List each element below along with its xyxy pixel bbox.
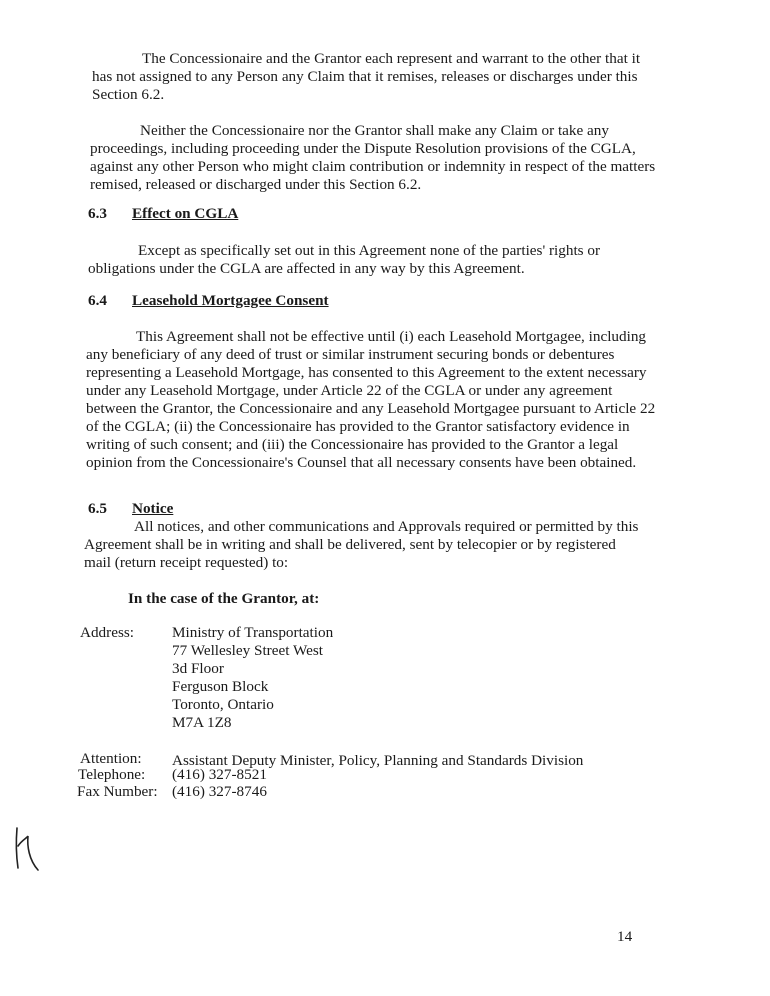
telephone-label: Telephone:: [78, 766, 146, 783]
section-heading-6-3: [88, 205, 238, 223]
section-number: 6.4: [88, 292, 107, 309]
handwritten-initials: [12, 826, 42, 872]
address-line: 3d Floor: [172, 660, 224, 677]
grantor-heading: In the case of the Grantor, at:: [128, 590, 320, 607]
address-line: 77 Wellesley Street West: [172, 642, 323, 659]
fax-value: (416) 327-8746: [172, 783, 267, 800]
telephone-value: (416) 327-8521: [172, 766, 267, 783]
address-line: Ferguson Block: [172, 678, 269, 695]
attention-label: Attention:: [80, 750, 142, 767]
section-title: Leasehold Mortgagee Consent: [132, 292, 329, 309]
paragraph-representation: The Concessionaire and the Grantor each represent and warrant to the other that it has not assigned to any Person any Claim that it remises, releases or discharges under this Section 6.2.: [92, 50, 641, 103]
section-heading-6-5: [88, 500, 173, 518]
attention-value: Assistant Deputy Minister, Policy, Planning and Standards Division: [172, 752, 584, 769]
section-title: Notice: [132, 500, 174, 517]
section-heading-6-4: [88, 292, 329, 310]
page-number: 14: [617, 928, 633, 945]
address-label: Address:: [80, 624, 134, 641]
address-block: [172, 624, 333, 732]
section-number: 6.3: [88, 205, 107, 222]
paragraph-effect-on-cgla: Except as specifically set out in this Agreement none of the parties' rights or obligations under the CGLA are affected in any way by this Agreement.: [88, 242, 601, 277]
section-title: Effect on CGLA: [132, 205, 239, 222]
section-number: 6.5: [88, 500, 107, 517]
fax-label: Fax Number:: [77, 783, 158, 800]
address-line: Toronto, Ontario: [172, 696, 274, 713]
paragraph-notice: All notices, and other communications and Approvals required or permitted by this Agreement shall be in writing and shall be delivered, sent by telecopier or by registered mail (return receipt requested) to:: [84, 518, 639, 571]
paragraph-mortgagee-consent: This Agreement shall not be effective until (i) each Leasehold Mortgagee, including any beneficiary of any deed of trust or similar instrument securing bonds or debentures representing a Leasehold Mortgage, has consented to this Agreement to the extent necessary under any Leasehold Mortgage, under Article 22 of the CGLA or under any agreement between the Grantor, the Concessionaire and any Leasehold Mortgagee pursuant to Article 22 of the CGLA; (ii) the Concessionaire has provided to the Grantor satisfactory evidence in writing of such consent; and (iii) the Concessionaire has provided to the Grantor a legal opinion from the Concessionaire's Counsel that all necessary consents have been obtained.: [86, 328, 656, 471]
paragraph-no-claims: Neither the Concessionaire nor the Grantor shall make any Claim or take any proceedings, including proceeding under the Dispute Resolution provisions of the CGLA, against any other Person who might claim contribution or indemnity in respect of the matters remised, released or discharged under this Section 6.2.: [90, 122, 656, 193]
address-line: Ministry of Transportation: [172, 624, 334, 641]
address-line: M7A 1Z8: [172, 714, 232, 731]
